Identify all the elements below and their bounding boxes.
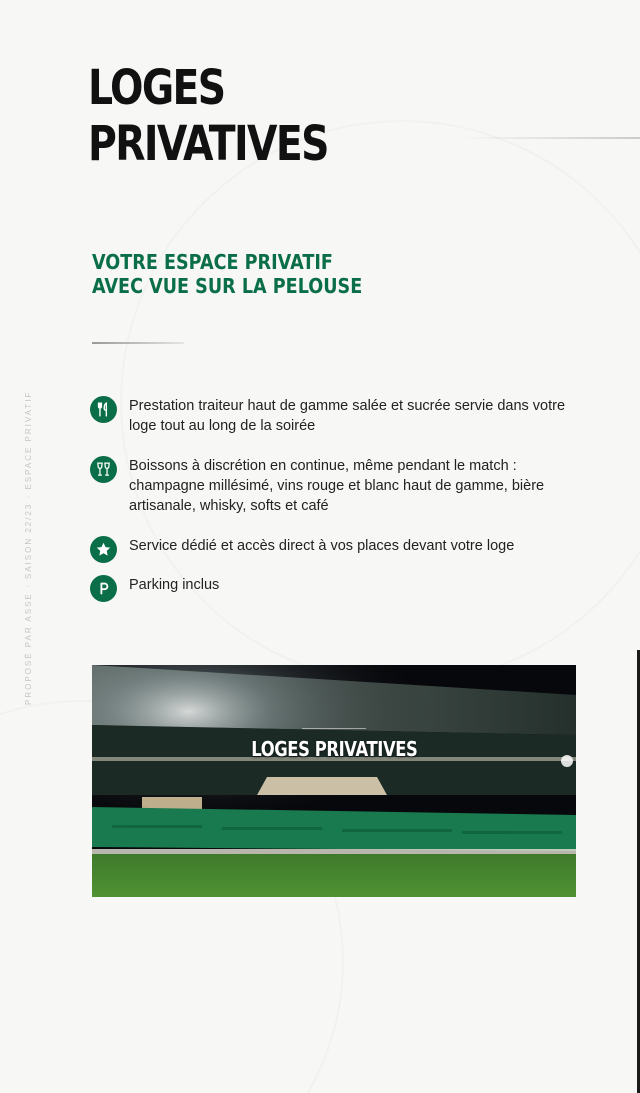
- decorative-line: [460, 137, 640, 139]
- divider: [92, 342, 184, 344]
- feature-catering: [90, 396, 574, 436]
- wine-glasses-icon: [90, 456, 117, 483]
- subtitle-line-1: VOTRE ESPACE PRIVATIF: [92, 250, 333, 274]
- feature-text: Parking inclus: [129, 577, 220, 593]
- stadium-photo: [92, 665, 576, 897]
- feature-drinks: [90, 456, 574, 516]
- photo-label: LOGES PRIVATIVES: [250, 737, 418, 761]
- page-title: [88, 60, 328, 172]
- feature-text: Prestation traiteur haut de gamme salée et sucrée servie dans votre loge tout au long de la soirée: [129, 398, 566, 434]
- section-subtitle: [92, 250, 362, 298]
- photo-label-rule: [302, 728, 366, 729]
- feature-text: Service dédié et accès direct à vos places devant votre loge: [129, 538, 515, 554]
- page-title-line-2: PRIVATIVES: [88, 116, 328, 172]
- feature-service: [90, 536, 574, 563]
- star-icon: [90, 536, 117, 563]
- feature-parking: [90, 575, 574, 602]
- cutlery-icon: [90, 396, 117, 423]
- parking-icon: [90, 575, 117, 602]
- side-caption: PROPOSÉ PAR ASSE · SAISON 22/23 · ESPACE PRIVATIF: [24, 390, 33, 705]
- page-title-line-1: LOGES: [88, 60, 225, 116]
- stadium-illustration: [92, 665, 576, 897]
- subtitle-line-2: AVEC VUE SUR LA PELOUSE: [92, 274, 363, 298]
- feature-text: Boissons à discrétion en continue, même pendant le match : champagne millésimé, vins rouge et blanc haut de gamme, bière artisanale, whisky, softs et café: [129, 458, 545, 514]
